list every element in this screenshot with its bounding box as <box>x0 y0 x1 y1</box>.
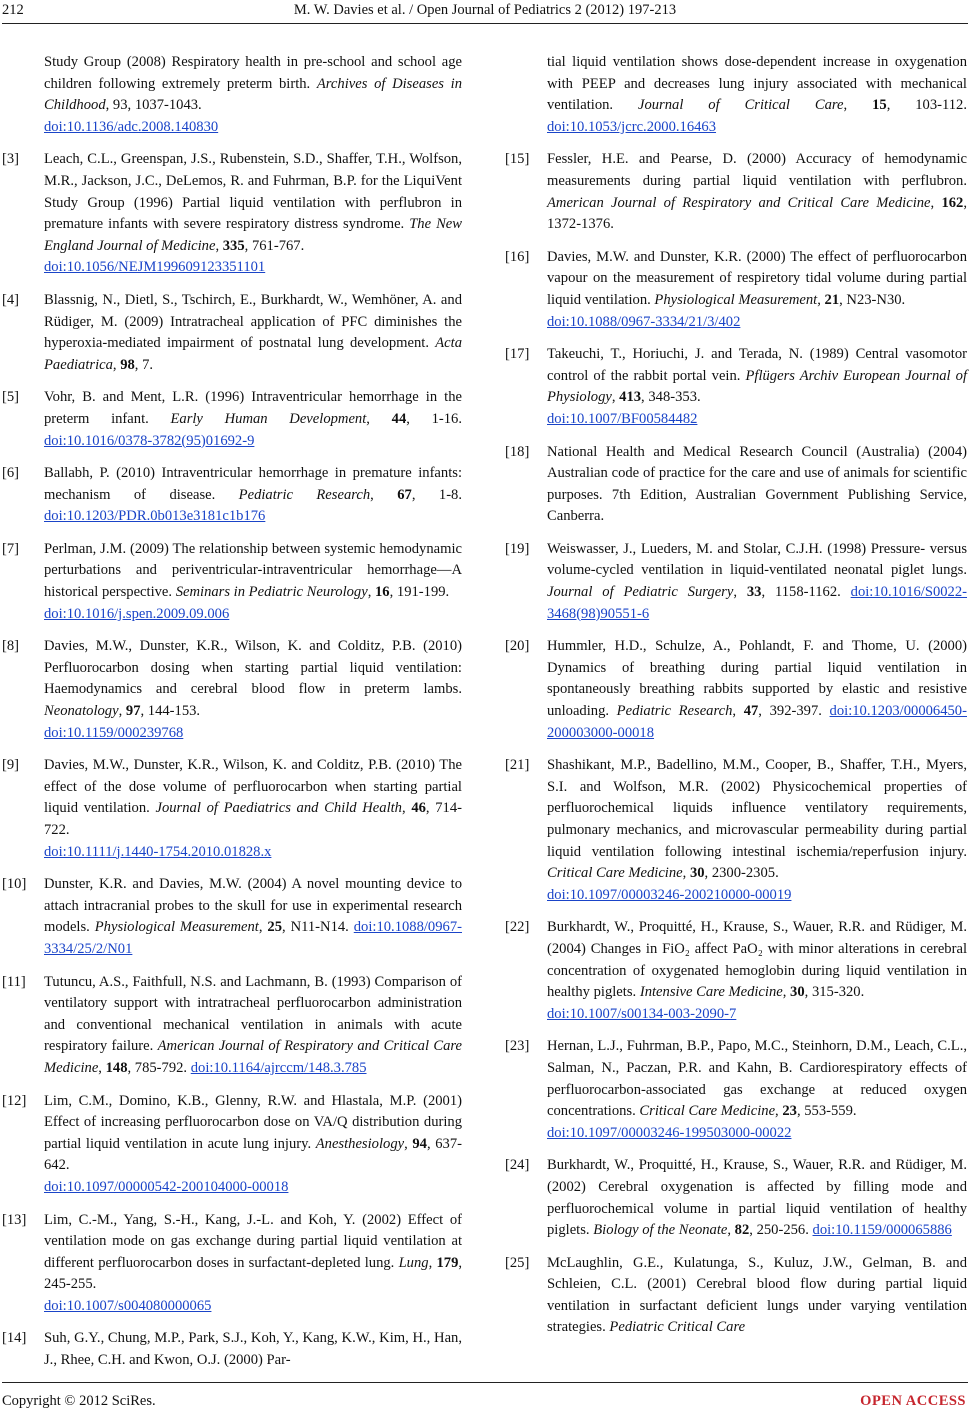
reference-number: [14] <box>2 1330 27 1347</box>
reference-text: Takeuchi, T., Horiuchi, J. and Terada, N. (1989) Central vasomotor control of the rabbit portal vein. Pflügers Archiv European Journal of Physiology, 413, 348-353. doi:10.1007/BF00584482 <box>547 346 967 427</box>
reference-item <box>2 755 462 863</box>
reference-authors-title: Davies, M.W., Dunster, K.R., Wilson, K. and Colditz, P.B. (2010) The effect of the dose volume of perfluorocarbon when starting partial liquid ventilation. <box>44 757 462 817</box>
reference-journal: Journal of Pediatric Surgery <box>547 584 734 601</box>
reference-authors-title: Weiswasser, J., Lueders, M. and Stolar, C.J.H. (1998) Pressure- versus volume-cycled ventilation in liquid-ventilated neonatal piglet lungs. <box>547 540 967 579</box>
reference-text: Vohr, B. and Ment, L.R. (1996) Intraventricular hemorrhage in the preterm infant. Early Human Development, 44, 1-16. doi:10.1016/0378-3782(95)01692-9 <box>44 389 462 449</box>
reference-item <box>505 1155 967 1241</box>
reference-text: Davies, M.W., Dunster, K.R., Wilson, K. and Colditz, P.B. (2010) Perfluorocarbon dosing when starting partial liquid ventilation: Haemodynamics and cerebral blood flow in preterm lambs. Neonatology, 97, 144-153. doi:10.1159/000239768 <box>44 638 462 741</box>
reference-text: Lim, C.M., Domino, K.B., Glenny, R.W. and Hlastala, M.P. (2001) Effect of increasing perfluorocarbon dose on VA/Q distribution during partial liquid ventilation in acute lung injury. Anesthesiology, 94, 637-642. doi:10.1097/00000542-200104000-00018 <box>44 1092 462 1195</box>
reference-authors-title: Tutuncu, A.S., Faithfull, N.S. and Lachmann, B. (1993) Comparison of ventilatory support with intratracheal perfluorocarbon administration and conventional mechanical ventilation in animals with acute respiratory failure. <box>44 973 462 1055</box>
reference-journal: Early Human Development <box>170 410 367 427</box>
reference-journal: Critical Care Medicine <box>639 1103 776 1120</box>
reference-pages: , 348-353. <box>641 389 701 406</box>
reference-authors-title: Burkhardt, W., Proquitté, H., Krause, S., Wauer, R.R. and Rüdiger, M. (2004) Changes in FiO₂ affect PaO₂ with minor alterations in cerebral concentration of oxygenated hemoglobin during liquid ventilation in healthy piglets. <box>547 919 967 1001</box>
reference-number: [9] <box>2 757 20 774</box>
reference-authors-title: Suh, G.Y., Chung, M.P., Park, S.J., Koh, Y., Kang, K.W., Kim, H., Han, J., Rhee, C.H. and Kwon, O.J. (2000) Par- <box>44 1330 462 1369</box>
reference-authors-title: Davies, M.W., Dunster, K.R., Wilson, K. and Colditz, P.B. (2010) Perfluorocarbon dosing when starting partial liquid ventilation: Haemodynamics and cerebral blood flow in preterm lambs. <box>44 638 462 698</box>
reference-volume: 16 <box>375 584 390 601</box>
reference-item <box>2 539 462 625</box>
reference-number: [17] <box>505 346 530 363</box>
reference-number: [11] <box>2 973 26 990</box>
reference-authors-title: Perlman, J.M. (2009) The relationship between systemic hemodynamic perturbations and periventricular-intraventricular hemorrhage—A historical perspective. <box>44 540 462 601</box>
doi-link[interactable]: doi:10.1159/000065886 <box>812 1222 952 1239</box>
reference-item <box>505 917 967 1025</box>
reference-authors-title: Takeuchi, T., Horiuchi, J. and Terada, N. (1989) Central vasomotor control of the rabbit portal vein. <box>547 346 967 384</box>
reference-continuation-right: tial liquid ventilation shows dose-dependent increase in oxygenation with PEEP and decreases lung injury associated with mechanical ventilation. Journal of Critical Care, 15, 103-112. doi:10.1053/jcrc.2000.16463 <box>547 54 967 135</box>
reference-journal: Acta Paediatrica <box>44 335 462 373</box>
reference-volume: 23 <box>782 1103 797 1120</box>
reference-item <box>505 1253 967 1339</box>
reference-volume: 413 <box>619 389 642 406</box>
reference-journal: Pflügers Archiv European Journal of Physiology <box>547 367 967 406</box>
reference-item <box>2 290 462 376</box>
reference-pages: , 1372-1376. <box>547 194 967 233</box>
reference-text: Blassnig, N., Dietl, S., Tschirch, E., Burkhardt, W., Wemhöner, A. and Rüdiger, M. (2009) Intratracheal application of PFC diminishes the hyperoxia-mediated impairment of postnatal lung development. Acta Paediatrica, 98, 7. <box>44 291 462 373</box>
reference-pages: , 785-792. <box>127 1059 191 1076</box>
reference-journal: Lung <box>398 1254 429 1271</box>
doi-link[interactable]: doi:10.1097/00003246-199503000-00022 <box>547 1124 792 1141</box>
reference-item <box>2 387 462 452</box>
reference-pages: , 245-255. <box>44 1254 463 1293</box>
doi-link[interactable]: doi:10.1016/S0022-3468(98)90551-6 <box>547 584 968 622</box>
reference-pages: , 714-722. <box>44 800 463 838</box>
doi-link[interactable]: doi:10.1097/00000542-200104000-00018 <box>44 1178 289 1195</box>
doi-link[interactable]: doi:10.1056/NEJM199609123351101 <box>44 259 266 276</box>
reference-number: [12] <box>2 1092 27 1109</box>
reference-journal: Seminars in Pediatric Neurology <box>175 584 368 601</box>
reference-authors-title: Burkhardt, W., Proquitté, H., Krause, S., Wauer, R.R. and Rüdiger, M. (2002) Cerebral oxygenation is affected by filling mode and perfluorochemical volume in partial liquid ventilation of healthy piglets. <box>547 1157 967 1239</box>
reference-number: [3] <box>2 151 20 168</box>
reference-journal: Physiological Measurement <box>654 291 818 308</box>
reference-pages: , 2300-2305. <box>704 865 779 882</box>
reference-volume: 148 <box>105 1059 128 1076</box>
reference-text <box>547 442 967 528</box>
reference-volume: 179 <box>436 1254 459 1271</box>
reference-list-right <box>505 149 967 1339</box>
reference-pages: , 1158-1162. <box>761 584 851 601</box>
reference-journal: Pediatric Critical Care <box>609 1319 746 1336</box>
reference-number: [25] <box>505 1254 530 1271</box>
doi-link[interactable]: doi:10.1136/adc.2008.140830 <box>44 118 219 135</box>
reference-item <box>505 247 967 333</box>
reference-number: [21] <box>505 757 530 774</box>
reference-item <box>505 442 967 528</box>
reference-volume: 82 <box>734 1222 750 1239</box>
doi-link[interactable]: doi:10.1053/jcrc.2000.16463 <box>547 118 717 135</box>
left-column <box>2 52 462 1383</box>
reference-volume: 33 <box>746 584 762 601</box>
reference-number: [18] <box>505 443 530 460</box>
reference-journal: Biology of the Neonate <box>593 1222 728 1239</box>
reference-continuation-left: Study Group (2008) Respiratory health in pre-school and school age children following extremely preterm birth. Archives of Diseases in Childhood, 93, 1037-1043. doi:10.1136/adc.2008.140830 <box>44 54 462 135</box>
reference-number: [8] <box>2 638 20 655</box>
reference-pages: , 1-8. <box>411 486 462 503</box>
doi-link[interactable]: doi:10.1203/00006450-200003000-00018 <box>547 703 967 741</box>
reference-journal: Anesthesiology <box>315 1135 405 1152</box>
header-rule <box>2 23 968 24</box>
doi-link[interactable]: doi:10.1016/j.spen.2009.09.006 <box>44 605 230 622</box>
reference-pages: , 191-199. <box>389 584 450 601</box>
reference-pages: , N23-N30. <box>839 291 906 308</box>
reference-item <box>2 1091 462 1199</box>
reference-authors-title: Ballabh, P. (2010) Intraventricular hemorrhage in premature infants: mechanism of disease. <box>44 465 462 503</box>
reference-list-left <box>2 149 462 1371</box>
right-column <box>505 52 967 1350</box>
reference-volume: 67 <box>397 486 412 503</box>
reference-text: Dunster, K.R. and Davies, M.W. (2004) A novel mounting device to attach intracranial probes to the skull for use in experimental research models. Physiological Measurement, 25, N11-N14. doi:10.1088/0967-3334/25/2/N01 <box>44 876 462 957</box>
reference-pages: , 144-153. <box>140 703 201 720</box>
doi-link[interactable]: doi:10.1203/PDR.0b013e3181c1b176 <box>44 508 266 525</box>
reference-item <box>2 874 462 960</box>
reference-pages: , 1-16. <box>406 410 462 427</box>
reference-authors-title: Leach, C.L., Greenspan, J.S., Rubenstein, S.D., Shaffer, T.H., Wolfson, M.R., Jackson, J.C., DeLemos, R. and Fuhrman, B.P. for the LiquiVent Study Group (1996) Partial liquid ventilation with perflubron in premature infants with severe respiratory distress syndrome. <box>44 151 462 233</box>
reference-number: [5] <box>2 389 20 406</box>
reference-text: Lim, C.-M., Yang, S.-H., Kang, J.-L. and Koh, Y. (2002) Effect of ventilation mode on gas exchange during partial liquid ventilation at different perfluorocarbon doses in surfactant-depleted lung. Lung, 179, 245-255. doi:10.1007/s004080000065 <box>44 1211 463 1314</box>
reference-number: [7] <box>2 540 20 557</box>
reference-item <box>505 344 967 430</box>
doi-link[interactable]: doi:10.1016/0378-3782(95)01692-9 <box>44 432 255 449</box>
doi-link[interactable]: doi:10.1088/0967-3334/21/3/402 <box>547 313 741 330</box>
reference-journal: Pediatric Research <box>238 486 371 503</box>
reference-authors-title: Vohr, B. and Ment, L.R. (1996) Intraventricular hemorrhage in the preterm infant. <box>44 389 462 427</box>
doi-link[interactable]: doi:10.1088/0967-3334/25/2/N01 <box>44 919 462 957</box>
reference-item <box>2 972 462 1080</box>
doi-link[interactable]: doi:10.1097/00003246-200210000-00019 <box>547 886 792 903</box>
reference-journal: Neonatology <box>44 703 119 720</box>
reference-volume: 97 <box>125 703 141 720</box>
reference-authors-title: Hummler, H.D., Schulze, A., Pohlandt, F. and Thome, U. (2000) Dynamics of breathing during partial liquid ventilation in spontaneously breathing rabbits supported by elastic and resistive unloading. <box>547 638 967 720</box>
reference-item <box>505 1036 967 1144</box>
reference-text: Shashikant, M.P., Badellino, M.M., Cooper, B., Shaffer, T.H., Myers, S.I. and Wolfson, M.R. (2002) Physicochemical properties of perfluorochemical liquids influence ventilatory requirements, pulmonary mechanics, and microvascular permeability during partial liquid ventilation following intestinal ischemia/reperfusion injury. Critical Care Medicine, 30, 2300-2305. doi:10.1097/00003246-200210000-00019 <box>547 757 967 903</box>
reference-pages: , 553-559. <box>796 1103 857 1120</box>
reference-volume: 162 <box>941 194 964 211</box>
reference-item <box>505 755 967 906</box>
reference-pages: , N11-N14. <box>282 919 354 936</box>
reference-item <box>2 1210 462 1318</box>
reference-number: [15] <box>505 151 530 168</box>
reference-volume: 44 <box>391 410 407 427</box>
reference-volume: 25 <box>267 919 282 936</box>
reference-journal: Pediatric Research <box>616 703 733 720</box>
reference-item <box>2 1328 462 1371</box>
reference-authors-title: Fessler, H.E. and Pearse, D. (2000) Accuracy of hemodynamic measurements during partial liquid ventilation with perflubron. <box>547 151 967 189</box>
reference-authors-title: Davies, M.W. and Dunster, K.R. (2000) The effect of perfluorocarbon vapour on the measurement of respiretory tidal volume during partial liquid ventilation. <box>547 248 967 308</box>
reference-authors-title: Blassnig, N., Dietl, S., Tschirch, E., Burkhardt, W., Wemhöner, A. and Rüdiger, M. (2009) Intratracheal application of PFC diminishes the hyperoxia-mediated impairment of postnatal lung development. <box>44 291 462 352</box>
reference-number: [20] <box>505 638 530 655</box>
doi-link[interactable]: doi:10.1007/BF00584482 <box>547 410 698 427</box>
open-access-badge: OPEN ACCESS <box>860 1393 966 1409</box>
reference-number: [22] <box>505 919 530 936</box>
reference-journal: Critical Care Medicine <box>547 865 683 882</box>
reference-pages: , 392-397. <box>758 703 830 720</box>
reference-authors-title: Lim, C.-M., Yang, S.-H., Kang, J.-L. and Koh, Y. (2002) Effect of ventilation mode on gas exchange during partial liquid ventilation at different perfluorocarbon doses in surfactant-depleted lung. <box>44 1211 462 1271</box>
reference-journal: American Journal of Respiratory and Critical Care Medicine <box>44 1038 462 1076</box>
reference-volume: 98 <box>120 356 135 373</box>
doi-link[interactable]: doi:10.1164/ajrccm/148.3.785 <box>190 1059 367 1076</box>
reference-authors-title: Hernan, L.J., Fuhrman, B.P., Papo, M.C., Steinhorn, D.M., Leach, C.L., Salman, N., Paczan, P.R. and Kahn, B. Cardiorespiratory effects of perfluorocarbon-associated gas exchange at reduced oxygen concentrations. <box>547 1038 967 1120</box>
reference-pages: , 761-767. <box>244 237 305 254</box>
reference-text: Davies, M.W., Dunster, K.R., Wilson, K. and Colditz, P.B. (2010) The effect of the dose volume of perfluorocarbon when starting partial liquid ventilation. Journal of Paediatrics and Child Health, 46, 714-722. doi:10.1111/j.1440-1754.2010.01828.x <box>44 757 463 860</box>
reference-text: Fessler, H.E. and Pearse, D. (2000) Accuracy of hemodynamic measurements during partial liquid ventilation with perflubron. American Journal of Respiratory and Critical Care Medicine, 162, 1372-1376. <box>547 151 967 233</box>
reference-number: [19] <box>505 540 530 557</box>
reference-volume: 30 <box>790 984 805 1001</box>
reference-item <box>2 463 462 528</box>
reference-text: Weiswasser, J., Lueders, M. and Stolar, C.J.H. (1998) Pressure- versus volume-cycled ventilation in liquid-ventilated neonatal piglet lungs. Journal of Pediatric Surgery, 33, 1158-1162. doi:10.1016/S0022-3468(98)90551-6 <box>547 540 968 622</box>
reference-number: [23] <box>505 1038 530 1055</box>
doi-link[interactable]: doi:10.1007/s00134-003-2090-7 <box>547 1005 737 1022</box>
reference-item <box>2 149 462 279</box>
reference-volume: 46 <box>411 800 426 817</box>
reference-journal: Journal of Paediatrics and Child Health <box>155 800 402 817</box>
reference-authors-title: National Health and Medical Research Council (Australia) (2004) Australian code of practice for the care and use of animals for scientific purposes. 7th Edition, Australian Government Publishing Service, Canberra. <box>547 443 967 525</box>
footer-rule <box>2 1382 968 1383</box>
reference-number: [13] <box>2 1211 27 1228</box>
reference-item <box>505 149 967 235</box>
reference-number: [16] <box>505 248 530 265</box>
reference-number: [10] <box>2 876 27 893</box>
reference-number: [24] <box>505 1157 530 1174</box>
reference-text: Burkhardt, W., Proquitté, H., Krause, S., Wauer, R.R. and Rüdiger, M. (2004) Changes in FiO₂ affect PaO₂ with minor alterations in cerebral concentration of oxygenated hemoglobin during liquid ventilation in healthy piglets. Intensive Care Medicine, 30, 315-320. doi:10.1007/s00134-003-2090-7 <box>547 919 967 1022</box>
reference-volume: 21 <box>824 291 840 308</box>
doi-link[interactable]: doi:10.1159/000239768 <box>44 724 184 741</box>
reference-text <box>44 1328 462 1371</box>
reference-authors-title: Shashikant, M.P., Badellino, M.M., Cooper, B., Shaffer, T.H., Myers, S.I. and Wolfson, M.R. (2002) Physicochemical properties of perfluorochemical liquids influence ventilatory requirements, pulmonary mechanics, and microvascular permeability during partial liquid ventilation following intestinal ischemia/reperfusion injury. <box>547 757 967 860</box>
reference-journal: Physiological Measurement <box>94 919 259 936</box>
reference-text: Perlman, J.M. (2009) The relationship between systemic hemodynamic perturbations and periventricular-intraventricular hemorrhage—A historical perspective. Seminars in Pediatric Neurology, 16, 191-199. doi:10.1016/j.spen.2009.09.006 <box>44 540 462 622</box>
reference-volume: 335 <box>222 237 245 254</box>
reference-authors-title: McLaughlin, G.E., Kulatunga, S., Kuluz, J.W., Gelman, B. and Schleien, C.L. (2001) Cerebral blood flow during partial liquid ventilation in surfactant deficient lungs under varying ventilation strategies. <box>547 1254 967 1336</box>
reference-authors-title: Dunster, K.R. and Davies, M.W. (2004) A novel mounting device to attach intracranial probes to the skull for use in experimental research models. <box>44 876 462 936</box>
reference-journal: Intensive Care Medicine <box>639 984 783 1001</box>
reference-volume: 47 <box>743 703 759 720</box>
reference-number: [6] <box>2 465 20 482</box>
reference-journal: American Journal of Respiratory and Critical Care Medicine <box>547 194 931 211</box>
reference-pages: , 7. <box>134 356 154 373</box>
copyright: Copyright © 2012 SciRes. <box>2 1393 156 1409</box>
reference-text: Hernan, L.J., Fuhrman, B.P., Papo, M.C., Steinhorn, D.M., Leach, C.L., Salman, N., Paczan, P.R. and Kahn, B. Cardiorespiratory effects of perfluorocarbon-associated gas exchange at reduced oxygen concentrations. Critical Care Medicine, 23, 553-559. doi:10.1097/00003246-199503000-00022 <box>547 1038 967 1141</box>
reference-volume: 94 <box>412 1135 427 1152</box>
reference-text: Leach, C.L., Greenspan, J.S., Rubenstein, S.D., Shaffer, T.H., Wolfson, M.R., Jackson, J.C., DeLemos, R. and Fuhrman, B.P. for the LiquiVent Study Group (1996) Partial liquid ventilation with perflubron in premature infants with severe respiratory distress syndrome. The New England Journal of Medicine, 335, 761-767. doi:10.1056/NEJM199609123351101 <box>44 151 463 276</box>
page-footer <box>0 1374 970 1414</box>
page-header <box>0 0 970 26</box>
reference-text: Burkhardt, W., Proquitté, H., Krause, S., Wauer, R.R. and Rüdiger, M. (2002) Cerebral oxygenation is affected by filling mode and perfluorochemical volume in partial liquid ventilation of healthy piglets. Biology of the Neonate, 82, 250-256. doi:10.1159/000065886 <box>547 1157 967 1239</box>
doi-link[interactable]: doi:10.1111/j.1440-1754.2010.01828.x <box>44 843 272 860</box>
reference-authors-title: Lim, C.M., Domino, K.B., Glenny, R.W. and Hlastala, M.P. (2001) Effect of increasing perfluorocarbon dose on VA/Q distribution during partial liquid ventilation in acute lung injury. <box>44 1092 462 1152</box>
reference-item <box>505 636 967 744</box>
page-number: 212 <box>2 2 24 18</box>
reference-text <box>547 1253 967 1339</box>
reference-number: [4] <box>2 291 20 308</box>
running-head: M. W. Davies et al. / Open Journal of Pediatrics 2 (2012) 197-213 <box>293 2 677 18</box>
reference-pages: , 250-256. <box>749 1222 813 1239</box>
reference-pages: , 315-320. <box>804 984 865 1001</box>
reference-text: Davies, M.W. and Dunster, K.R. (2000) The effect of perfluorocarbon vapour on the measurement of respiretory tidal volume during partial liquid ventilation. Physiological Measurement, 21, N23-N30. doi:10.1088/0967-3334/21/3/402 <box>547 248 967 330</box>
reference-text: Tutuncu, A.S., Faithfull, N.S. and Lachmann, B. (1993) Comparison of ventilatory support with intratracheal perfluorocarbon administration and conventional mechanical ventilation in animals with acute respiratory failure. American Journal of Respiratory and Critical Care Medicine, 148, 785-792. doi:10.1164/ajrccm/148.3.785 <box>44 973 462 1076</box>
reference-journal: The New England Journal of Medicine <box>44 216 463 254</box>
reference-item <box>505 539 967 625</box>
reference-volume: 30 <box>689 865 705 882</box>
reference-item <box>2 636 462 744</box>
reference-pages: , 637-642. <box>44 1135 462 1174</box>
reference-text: Hummler, H.D., Schulze, A., Pohlandt, F. and Thome, U. (2000) Dynamics of breathing during partial liquid ventilation in spontaneously breathing rabbits supported by elastic and resistive unloading. Pediatric Research, 47, 392-397. doi:10.1203/00006450-200003000-00018 <box>547 638 967 741</box>
doi-link[interactable]: doi:10.1007/s004080000065 <box>44 1297 212 1314</box>
reference-text: Ballabh, P. (2010) Intraventricular hemorrhage in premature infants: mechanism of disease. Pediatric Research, 67, 1-8. doi:10.1203/PDR.0b013e3181c1b176 <box>44 465 462 525</box>
